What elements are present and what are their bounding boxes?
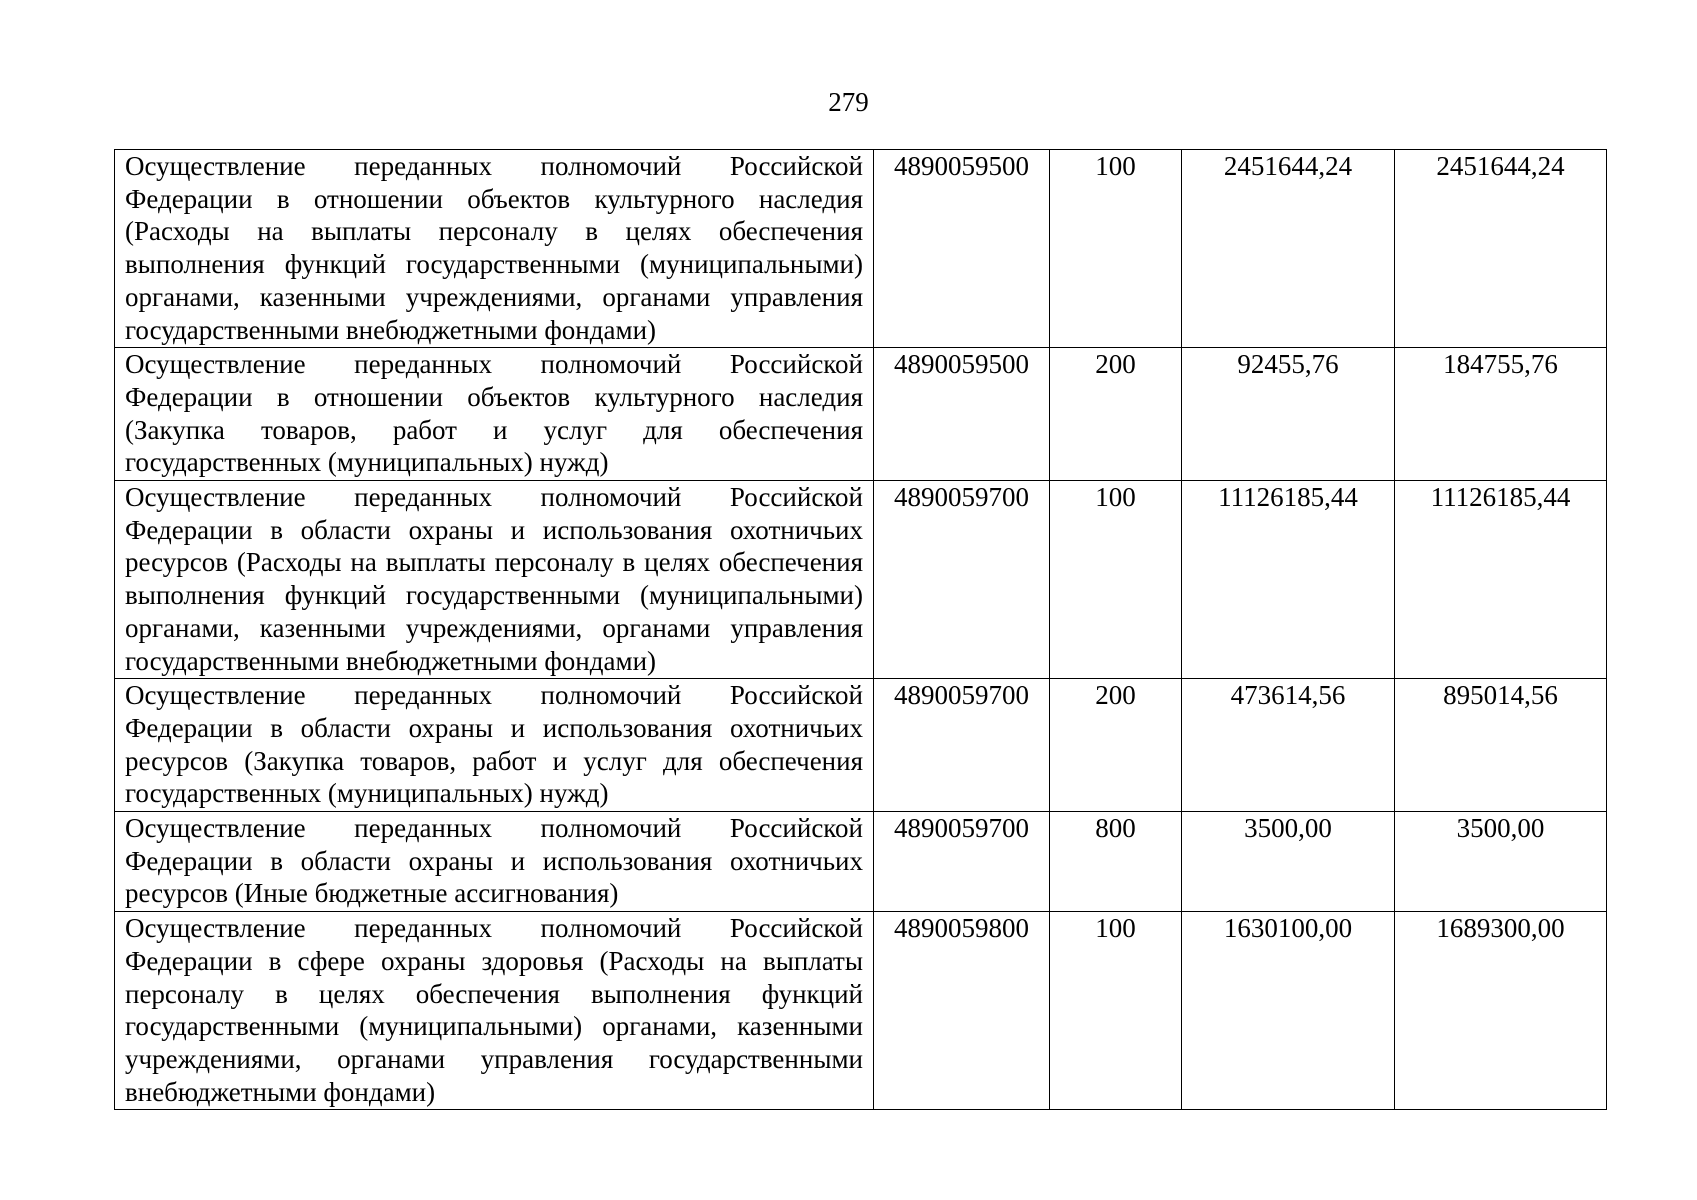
row-amount-1: 3500,00 <box>1182 812 1395 912</box>
table-row <box>115 348 1607 481</box>
row-expense-type: 200 <box>1050 679 1182 812</box>
row-amount-2: 1689300,00 <box>1395 912 1607 1110</box>
page-number: 279 <box>828 87 869 117</box>
row-description: Осуществление переданных полномочий Российской Федерации в области охраны и использования охотничьих ресурсов (Расходы на выплаты персоналу в целях обеспечения выполнения функций государственными (муниципальными) органами, казенными учреждениями, органами управления государственными внебюджетными фондами) <box>115 481 874 679</box>
row-target-code: 4890059700 <box>874 481 1050 679</box>
row-target-code: 4890059500 <box>874 348 1050 481</box>
row-target-code: 4890059700 <box>874 679 1050 812</box>
row-description: Осуществление переданных полномочий Российской Федерации в сфере охраны здоровья (Расходы на выплаты персоналу в целях обеспечения выполнения функций государственными (муниципальными) органами, казенными учреждениями, органами управления государственными внебюджетными фондами) <box>115 912 874 1110</box>
row-description: Осуществление переданных полномочий Российской Федерации в области охраны и использования охотничьих ресурсов (Закупка товаров, работ и услуг для обеспечения государственных (муниципальных) нужд) <box>115 679 874 812</box>
budget-table <box>114 149 1607 1110</box>
row-amount-2: 895014,56 <box>1395 679 1607 812</box>
row-expense-type: 100 <box>1050 912 1182 1110</box>
row-amount-1: 11126185,44 <box>1182 481 1395 679</box>
row-expense-type: 100 <box>1050 481 1182 679</box>
row-amount-1: 1630100,00 <box>1182 912 1395 1110</box>
table-row <box>115 679 1607 812</box>
table-row <box>115 481 1607 679</box>
row-target-code: 4890059800 <box>874 912 1050 1110</box>
row-amount-1: 473614,56 <box>1182 679 1395 812</box>
table-row <box>115 812 1607 912</box>
row-target-code: 4890059500 <box>874 150 1050 348</box>
row-description: Осуществление переданных полномочий Российской Федерации в отношении объектов культурного наследия (Закупка товаров, работ и услуг для обеспечения государственных (муниципальных) нужд) <box>115 348 874 481</box>
row-target-code: 4890059700 <box>874 812 1050 912</box>
row-description: Осуществление переданных полномочий Российской Федерации в области охраны и использования охотничьих ресурсов (Иные бюджетные ассигнования) <box>115 812 874 912</box>
row-expense-type: 100 <box>1050 150 1182 348</box>
table-row <box>115 912 1607 1110</box>
row-expense-type: 800 <box>1050 812 1182 912</box>
table-row <box>115 150 1607 348</box>
row-expense-type: 200 <box>1050 348 1182 481</box>
row-amount-2: 3500,00 <box>1395 812 1607 912</box>
row-amount-1: 2451644,24 <box>1182 150 1395 348</box>
row-amount-1: 92455,76 <box>1182 348 1395 481</box>
row-description: Осуществление переданных полномочий Российской Федерации в отношении объектов культурного наследия (Расходы на выплаты персоналу в целях обеспечения выполнения функций государственными (муниципальными) органами, казенными учреждениями, органами управления государственными внебюджетными фондами) <box>115 150 874 348</box>
row-amount-2: 11126185,44 <box>1395 481 1607 679</box>
row-amount-2: 184755,76 <box>1395 348 1607 481</box>
row-amount-2: 2451644,24 <box>1395 150 1607 348</box>
